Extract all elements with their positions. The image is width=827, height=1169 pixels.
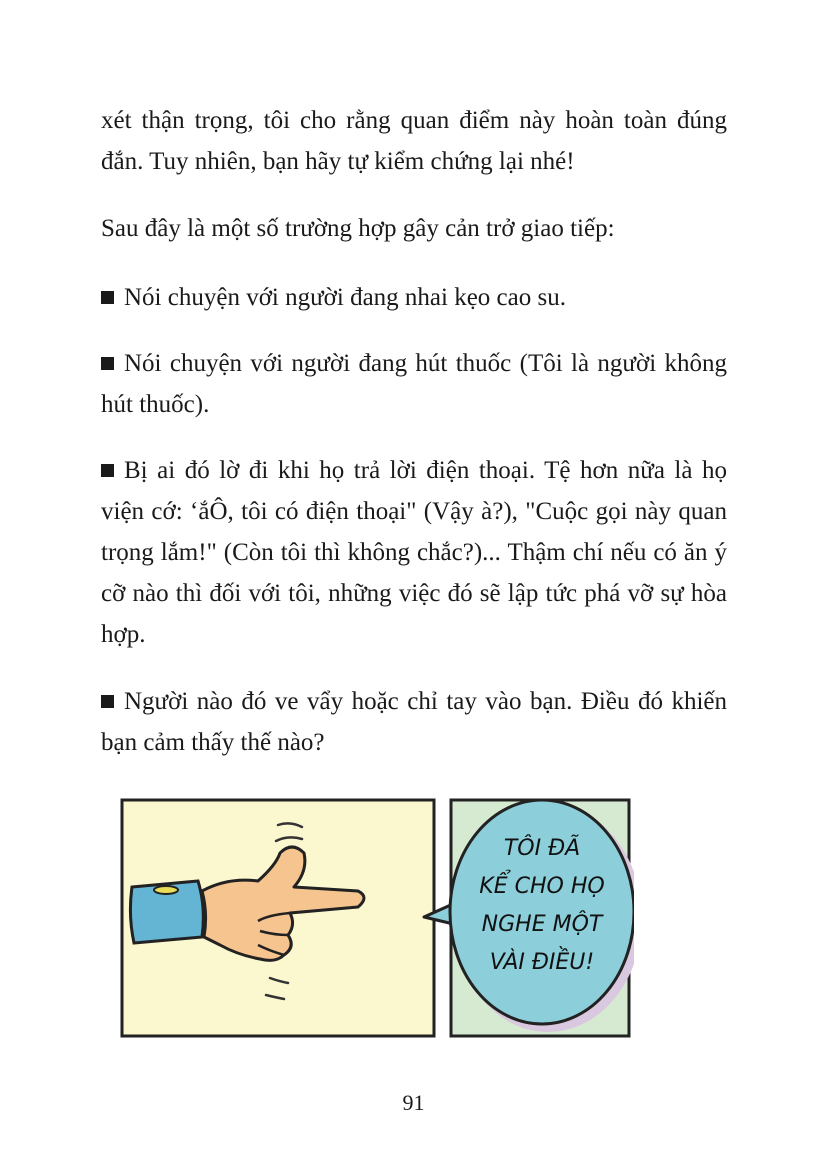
page-number: 91	[402, 1090, 425, 1115]
paragraph-2	[101, 208, 727, 249]
speech-line-1: TÔI ĐÃ	[503, 836, 581, 861]
square-bullet-icon	[101, 695, 114, 708]
bullet-text: Nói chuyện với người đang nhai kẹo cao su.	[124, 284, 566, 311]
square-bullet-icon	[101, 464, 114, 477]
bullet-item-2	[101, 343, 727, 425]
bullet-item-3	[101, 450, 727, 655]
square-bullet-icon	[101, 357, 114, 370]
speech-line-2: KỂ CHO HỌ	[479, 874, 605, 899]
speech-line-3: NGHE MỘT	[481, 912, 603, 937]
paragraph-1	[101, 100, 727, 182]
paragraph-text: xét thận trọng, tôi cho rằng quan điểm này hoàn toàn đúng đắn. Tuy nhiên, bạn hãy tự kiểm chứng lại nhé!	[101, 107, 727, 175]
bullet-text: Người nào đó ve vẩy hoặc chỉ tay vào bạn. Điều đó khiến bạn cảm thấy thế nào?	[101, 688, 727, 756]
bullet-item-1	[101, 277, 727, 318]
bullet-text: Bị ai đó lờ đi khi họ trả lời điện thoại. Tệ hơn nữa là họ viện cớ: ‘ắÔ, tôi có điện thoại" (Vậy à?), "Cuộc gọi này quan trọng lắm!" (Còn tôi thì không chắc?)... Thậm chí nếu có ăn ý cỡ nào thì đối với tôi, những việc đó sẽ lập tức phá vỡ sự hòa hợp.	[101, 457, 727, 648]
bullet-item-4	[101, 681, 727, 763]
speech-line-4: VÀI ĐIỀU!	[489, 950, 595, 975]
paragraph-text: Sau đây là một số trường hợp gây cản trở giao tiếp:	[101, 215, 615, 242]
bullet-text: Nói chuyện với người đang hút thuốc (Tôi là người không hút thuốc).	[101, 350, 727, 418]
comic-illustration	[118, 795, 634, 1041]
square-bullet-icon	[101, 291, 114, 304]
